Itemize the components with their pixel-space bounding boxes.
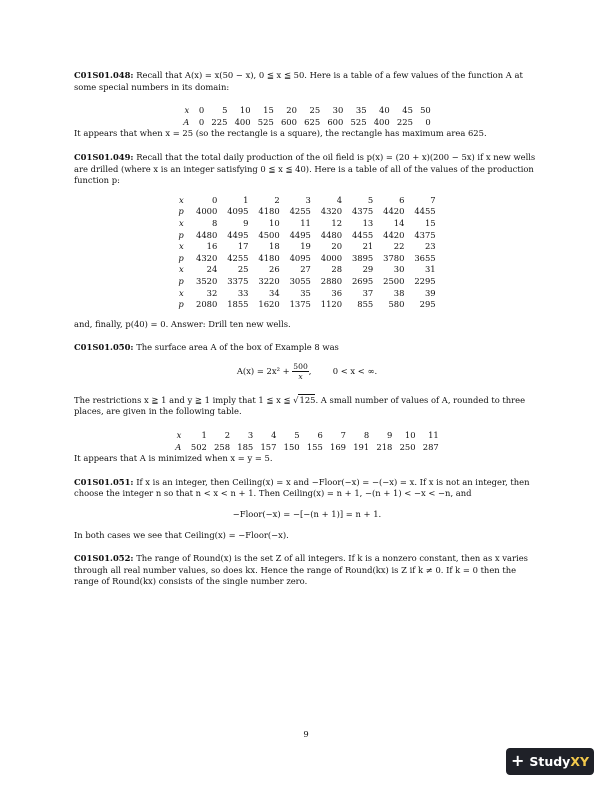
restrictions-text-b: . A small number of values of A, rounded to three places, are given in the following table. — [74, 394, 526, 417]
table-cell: 4500 — [258, 229, 280, 240]
table-cell: 24 — [206, 264, 218, 275]
table-row — [175, 299, 439, 311]
problem-050-text — [74, 342, 540, 354]
table-cell: 3655 — [414, 252, 436, 263]
table-cell: 600 — [327, 116, 344, 127]
table-cell: 8 — [211, 217, 218, 228]
table-cell: 502 — [190, 441, 207, 452]
table-area-values — [180, 105, 435, 128]
table-cell: 32 — [206, 287, 218, 298]
table-cell: 4 — [336, 194, 343, 205]
table-cell: 4095 — [227, 206, 249, 217]
table-cell: 10 — [269, 217, 280, 228]
table-cell: 35 — [355, 105, 367, 116]
table-cell: 185 — [237, 441, 254, 452]
table-cell: 169 — [330, 441, 347, 452]
table-row — [175, 195, 439, 207]
table-cell: 155 — [306, 441, 323, 452]
table-cell: 157 — [260, 441, 277, 452]
table-cell: 4495 — [289, 229, 311, 240]
production-table-block — [175, 218, 439, 241]
table-cell: 4480 — [320, 229, 343, 240]
table-cell: 4420 — [383, 206, 405, 217]
table-cell: 30 — [332, 105, 344, 116]
logo-accent: XY — [570, 753, 590, 769]
table-cell: 14 — [393, 217, 405, 228]
table-cell: 25 — [237, 264, 249, 275]
table-cell: 10 — [239, 105, 251, 116]
table-row — [175, 206, 439, 218]
table-cell: 45 — [402, 105, 413, 116]
table-cell: 4320 — [196, 252, 218, 263]
row-label: p — [178, 229, 184, 240]
table-cell: 9 — [387, 430, 393, 441]
problem-050-label: C01S01.050: — [74, 342, 134, 353]
problem-049-label: C01S01.049: — [74, 151, 134, 162]
problem-052-body: The range of Round(x) is the set Z of all integers. If k is a nonzero constant, then as x varies through all real number values, so does kx. Hence the range of Round(kx) is Z if k ≠ 0. If k = 0 then the range of Round(kx) consists of the single number zero. — [74, 553, 528, 587]
sqrt-radicand: 125 — [299, 394, 316, 405]
table-cell: 3375 — [227, 275, 249, 286]
table-cell: 4000 — [320, 252, 343, 263]
table-cell: 1375 — [289, 299, 311, 310]
table-cell: 525 — [350, 116, 367, 127]
table-cell: 20 — [331, 241, 343, 252]
table-cell: 36 — [331, 287, 343, 298]
table-cell: 16 — [206, 241, 218, 252]
row-label: x — [184, 105, 190, 116]
table-cell: 4095 — [289, 252, 311, 263]
row-label: A — [183, 116, 190, 127]
table-cell: 4255 — [289, 206, 311, 217]
table-cell: 400 — [373, 116, 390, 127]
table-cell: 4255 — [227, 252, 249, 263]
table-cell: 10 — [404, 430, 416, 441]
table-cell: 5 — [294, 430, 300, 441]
table-cell: 1620 — [258, 299, 280, 310]
table-cell: 4455 — [414, 206, 436, 217]
problem-052-text — [74, 553, 540, 588]
table-cell: 2500 — [383, 275, 405, 286]
table-cell: 3780 — [383, 252, 405, 263]
row-label: x — [179, 194, 184, 205]
problem-051-text — [74, 477, 540, 500]
table-cell: 4375 — [351, 206, 374, 217]
table-cell: 6 — [317, 430, 323, 441]
problem-048-label: C01S01.048: — [74, 70, 134, 80]
table-cell: 8 — [363, 430, 370, 441]
table-cell: 22 — [393, 241, 405, 252]
table-cell: 4480 — [196, 229, 218, 240]
table-cell: 27 — [300, 264, 311, 275]
table-cell: 19 — [300, 241, 311, 252]
table-cell: 225 — [211, 116, 228, 127]
row-label: p — [178, 252, 184, 263]
row-label: A — [175, 441, 182, 452]
equation-lhs: A(x) = 2x² + — [236, 365, 293, 376]
table-cell: 2880 — [320, 275, 343, 286]
table-cell: 2295 — [414, 275, 436, 286]
table-cell: 31 — [424, 264, 436, 275]
table-cell: 23 — [424, 241, 436, 252]
table-cell: 625 — [304, 116, 321, 127]
row-label: p — [178, 299, 184, 310]
table-cell: 28 — [331, 264, 343, 275]
production-table-block — [175, 195, 439, 218]
table-row — [175, 288, 439, 300]
table-cell: 0 — [211, 194, 218, 205]
equation-rhs: , 0 < x < ∞. — [308, 365, 378, 376]
table-cell: 33 — [237, 287, 249, 298]
table-cell: 50 — [420, 105, 431, 116]
row-label: x — [179, 217, 184, 228]
table-cell: 2695 — [351, 275, 374, 286]
table-row — [172, 442, 443, 454]
table-cell: 11 — [300, 217, 311, 228]
logo-wordmark — [529, 753, 590, 769]
row-label: x — [176, 430, 182, 441]
table-row — [175, 264, 439, 276]
table-cell: 3055 — [289, 275, 311, 286]
table-cell: 15 — [424, 217, 436, 228]
table-cell: 6 — [399, 194, 405, 205]
table-cell: 30 — [393, 264, 405, 275]
table-cell: 20 — [286, 105, 297, 116]
table-cell: 1 — [243, 194, 249, 205]
table-cell: 218 — [376, 441, 393, 452]
table-cell: 7 — [340, 430, 347, 441]
row-label: p — [178, 275, 184, 286]
table-cell: 0 — [425, 116, 431, 127]
problem-049-intro: Recall that the total daily production of the oil field is p(x) = (20 + x)(200 − 5x) if x new wells are drilled (where x is an integer satisfying 0 ≦ x ≦ 40). Here is a table of all of the values of the production function p: — [74, 151, 536, 186]
table-cell: 3 — [305, 194, 311, 205]
table-cell: 2 — [274, 194, 280, 205]
table-cell: 4000 — [196, 206, 218, 217]
table-cell: 11 — [428, 430, 439, 441]
table-cell: 29 — [362, 264, 374, 275]
table-cell: 38 — [393, 287, 405, 298]
page-number: 9 — [303, 729, 309, 739]
table-cell: 855 — [357, 299, 374, 310]
table-cell: 4 — [271, 430, 277, 441]
table-cell: 13 — [362, 217, 374, 228]
problem-048-intro: Recall that A(x) = x(50 − x), 0 ≦ x ≦ 50. Here is a table of a few values of the function A at some special numbers in its domain: — [74, 70, 523, 92]
table-cell: 258 — [214, 441, 231, 452]
table-cell: 4420 — [383, 229, 405, 240]
problem-051-label: C01S01.051: — [74, 476, 134, 487]
table-cell: 15 — [263, 105, 274, 116]
table-cell: 37 — [362, 287, 374, 298]
fraction-denominator: x — [298, 371, 303, 381]
table-cell: 3520 — [196, 275, 218, 286]
problem-049-conclusion: and, finally, p(40) = 0. Answer: Drill ten new wells. — [74, 318, 291, 329]
table-cell: 12 — [331, 217, 343, 228]
table-row — [175, 230, 439, 242]
table-cell: 2080 — [196, 299, 218, 310]
page-content — [74, 70, 540, 588]
table-cell: 7 — [430, 194, 436, 205]
problem-051-intro: If x is an integer, then Ceiling(x) = x and −Floor(−x) = −(−x) = x. If x is not an integer, then choose the integer n so that n < x < n + 1. Then Ceiling(x) = n + 1, −(n + 1) < −x < −n, and — [74, 476, 530, 499]
table-cell: 225 — [396, 116, 413, 127]
table-cell: 250 — [399, 441, 416, 452]
table-cell: 3895 — [351, 252, 374, 263]
table-cell: 4180 — [258, 206, 280, 217]
problem-049-text — [74, 152, 540, 187]
row-label: x — [179, 287, 184, 298]
table-cell: 150 — [283, 441, 300, 452]
table-cell: 3220 — [258, 275, 280, 286]
table-row — [180, 105, 435, 117]
table-cell: 525 — [257, 116, 274, 127]
logo-text: Study — [529, 753, 571, 769]
problem-051-conclusion: In both cases we see that Ceiling(x) = −Floor(−x). — [74, 529, 289, 540]
table-cell: 4495 — [227, 229, 249, 240]
production-table-block — [175, 264, 439, 287]
table-cell: 4180 — [258, 252, 280, 263]
table-cell: 17 — [237, 241, 249, 252]
problem-048-conclusion: It appears that when x = 25 (so the rectangle is a square), the rectangle has maximum area 625. — [74, 128, 487, 139]
table-row — [175, 218, 439, 230]
table-cell: 0 — [198, 105, 205, 116]
row-label: p — [178, 206, 184, 217]
production-table-block — [175, 241, 439, 264]
table-cell: 18 — [269, 241, 280, 252]
table-row — [175, 276, 439, 288]
table-cell: 400 — [234, 116, 251, 127]
table-cell: 35 — [300, 287, 311, 298]
table-cell: 600 — [280, 116, 297, 127]
table-row — [175, 241, 439, 253]
table-cell: 1855 — [227, 299, 249, 310]
fraction — [292, 362, 309, 381]
table-cell: 191 — [353, 441, 370, 452]
table-row — [175, 253, 439, 265]
table-cell: 1120 — [320, 299, 343, 310]
studyxy-logo[interactable] — [506, 748, 594, 775]
restrictions-text-a: The restrictions x ≧ 1 and y ≧ 1 imply that 1 ≦ x ≦ √ — [74, 394, 299, 405]
problem-050-intro: The surface area A of the box of Example 8 was — [136, 342, 339, 353]
table-cell: 4375 — [414, 229, 436, 240]
plus-icon: + — [510, 751, 525, 770]
floor-equation: −Floor(−x) = −[−(n + 1)] = n + 1. — [232, 509, 382, 520]
row-label: x — [179, 264, 184, 275]
table-row — [172, 430, 443, 442]
problem-048-text — [74, 70, 540, 93]
table-cell: 287 — [422, 441, 439, 452]
table-cell: 4455 — [351, 229, 374, 240]
table-cell: 34 — [269, 287, 280, 298]
problem-052-label: C01S01.052: — [74, 553, 134, 564]
table-row — [180, 117, 435, 129]
problem-050-restrictions — [74, 395, 540, 418]
table-surface-area-values — [172, 430, 443, 453]
fraction-numerator: 500 — [293, 361, 308, 371]
table-cell: 21 — [362, 241, 374, 252]
table-cell: 1 — [201, 430, 207, 441]
table-cell: 25 — [309, 105, 321, 116]
table-cell: 26 — [269, 264, 280, 275]
table-cell: 39 — [424, 287, 436, 298]
surface-area-equation — [74, 362, 540, 386]
production-table-block — [175, 288, 439, 311]
table-cell: 5 — [367, 194, 374, 205]
table-cell: 5 — [222, 105, 228, 116]
table-cell: 4320 — [320, 206, 343, 217]
table-cell: 3 — [247, 430, 254, 441]
table-cell: 40 — [379, 105, 390, 116]
table-cell: 0 — [198, 116, 205, 127]
production-tables — [74, 195, 540, 311]
table-cell: 9 — [243, 217, 249, 228]
row-label: x — [179, 241, 184, 252]
table-cell: 580 — [388, 299, 405, 310]
problem-050-conclusion: It appears that A is minimized when x = y = 5. — [74, 453, 273, 464]
table-cell: 2 — [224, 430, 231, 441]
table-cell: 295 — [419, 299, 436, 310]
